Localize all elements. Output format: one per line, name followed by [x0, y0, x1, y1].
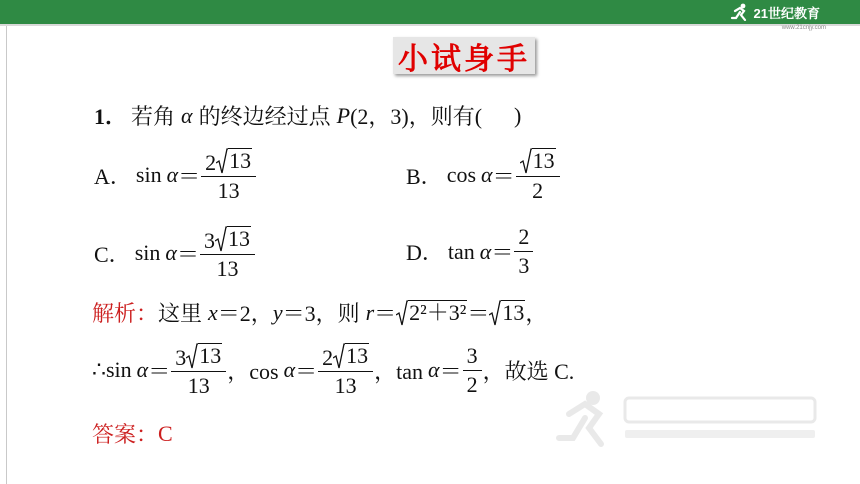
option-text: tan	[447, 238, 475, 264]
denominator: 13	[318, 371, 373, 397]
sqrt	[520, 148, 556, 174]
denominator: 2	[463, 370, 482, 396]
answer-label: 答案：	[92, 422, 159, 447]
numerator: 2	[518, 224, 530, 249]
left-margin-line	[6, 26, 7, 484]
solution-text: ＝	[467, 301, 490, 326]
option-label: C．	[94, 241, 131, 267]
sqrt	[333, 343, 369, 369]
option-label: D．	[406, 240, 444, 265]
fraction	[518, 148, 558, 202]
radical-icon	[520, 148, 532, 174]
title-banner	[393, 37, 535, 77]
question-text: )	[514, 102, 522, 128]
option-a	[94, 148, 257, 202]
solution-var: x	[208, 299, 218, 325]
denominator: 13	[200, 254, 255, 280]
numerator: 3	[466, 342, 478, 368]
option-var: α	[165, 240, 177, 265]
radical-icon	[216, 148, 228, 174]
numerator: 3	[175, 345, 187, 370]
option-text: cos	[446, 162, 477, 187]
question-point: P	[336, 102, 351, 128]
fraction	[465, 342, 480, 397]
radical-icon	[215, 226, 227, 252]
brand-logo	[730, 2, 820, 22]
denominator: 3	[514, 251, 533, 277]
fraction	[320, 343, 371, 397]
solution-text: ＝2，	[217, 301, 273, 326]
option-text: ＝	[492, 163, 515, 189]
denominator: 2	[516, 176, 560, 202]
radical-icon	[396, 300, 408, 326]
radicand: 2²＋3²	[409, 299, 467, 325]
numerator: 2	[322, 345, 334, 370]
radical-icon	[489, 300, 501, 326]
solution-text: ＝3，则	[282, 301, 360, 326]
solution-text: ＝	[439, 358, 462, 384]
question-var: α	[181, 102, 193, 128]
option-var: α	[479, 238, 492, 264]
option-b	[406, 148, 561, 202]
option-text: sin	[134, 240, 161, 265]
solution-var: α	[136, 357, 149, 382]
sqrt	[215, 226, 251, 252]
radicand: 13	[227, 226, 250, 251]
logo-text: 21世纪教育	[753, 5, 820, 21]
solution-text: ∴sin	[92, 357, 132, 382]
solution-text: ，tan	[374, 358, 424, 384]
option-text: ＝	[178, 163, 201, 189]
radical-icon	[186, 343, 198, 369]
solution-line-1	[92, 297, 547, 328]
watermark-logo-icon	[555, 388, 825, 448]
option-d	[406, 226, 534, 277]
logo-url: www.21cnjy.com	[781, 25, 826, 31]
solution-var: α	[428, 357, 440, 382]
option-text: ＝	[176, 241, 199, 267]
sqrt	[216, 148, 252, 174]
denominator: 13	[171, 371, 226, 397]
solution-text: ＝	[295, 358, 318, 384]
fraction	[173, 343, 224, 397]
question-line	[94, 100, 521, 131]
option-text: sin	[135, 162, 162, 187]
fraction	[516, 226, 531, 277]
answer-value: C	[158, 420, 173, 446]
radicand: 13	[532, 148, 555, 173]
question-number: 1．	[94, 104, 128, 129]
page-title: 小试身手	[398, 41, 530, 77]
option-text: ＝	[491, 240, 514, 265]
answer-line	[92, 418, 173, 449]
solution-text: ＝	[374, 301, 397, 326]
option-label: A．	[94, 163, 132, 189]
solution-text: ，cos	[227, 358, 279, 384]
radicand: 13	[229, 148, 252, 173]
option-var: α	[481, 162, 493, 187]
solution-label: 解析：	[92, 301, 159, 326]
sqrt	[186, 343, 222, 369]
solution-var: r	[365, 299, 375, 325]
question-text: 若角	[131, 104, 176, 129]
numerator: 3	[203, 228, 215, 253]
solution-text: ，	[525, 301, 548, 326]
question-text: 的终边经过点	[198, 104, 331, 129]
question-text: (2，3)，则有(	[350, 104, 483, 129]
solution-text: ＝	[148, 358, 171, 384]
solution-text: 这里	[158, 301, 203, 326]
denominator: 13	[201, 176, 256, 202]
numerator: 2	[205, 150, 217, 175]
header-divider	[0, 24, 860, 26]
runner-icon	[730, 3, 750, 21]
option-var: α	[166, 162, 179, 187]
radicand: 13	[199, 343, 222, 368]
sqrt	[396, 300, 467, 326]
solution-var: y	[272, 299, 283, 325]
fraction	[203, 148, 254, 202]
solution-line-2	[92, 343, 574, 397]
fraction	[202, 226, 253, 280]
radicand: 13	[346, 343, 369, 368]
radicand: 13	[502, 299, 525, 325]
sqrt	[489, 300, 525, 326]
option-c	[94, 226, 256, 280]
solution-var: α	[283, 357, 296, 382]
radical-icon	[333, 343, 345, 369]
option-label: B．	[406, 163, 443, 189]
solution-text: ，故选 C.	[482, 358, 575, 384]
